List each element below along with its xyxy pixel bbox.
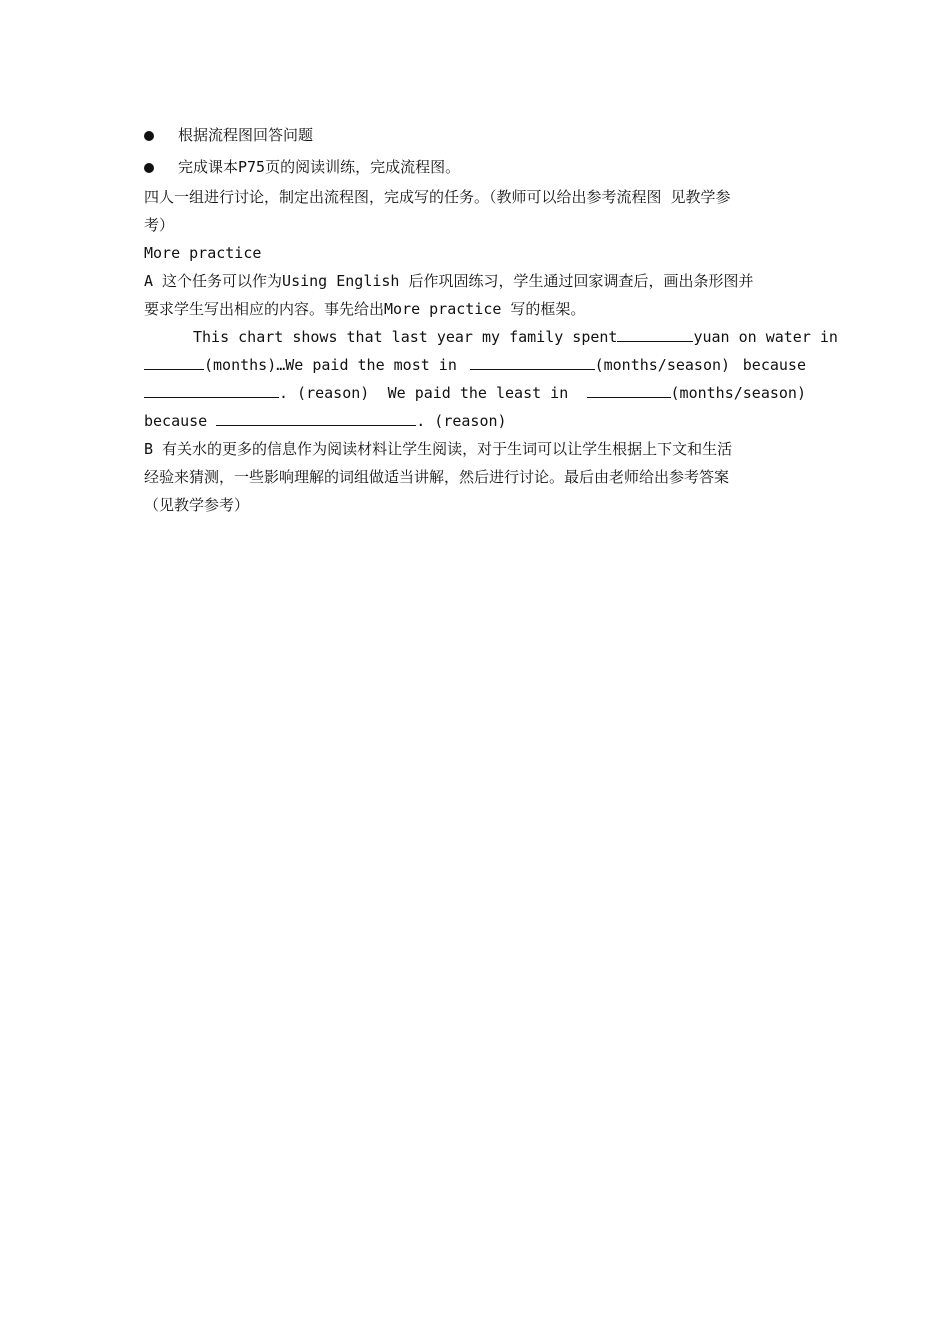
template-text: (months/season)	[594, 356, 731, 374]
paragraph-line: （见教学参考）	[144, 496, 250, 514]
template-text: (months/season)	[670, 384, 806, 402]
template-text: because	[144, 412, 208, 430]
bullet-item	[144, 151, 806, 183]
fill-blank	[587, 382, 671, 398]
bullet-icon	[144, 151, 158, 183]
template-text: This chart shows that last year my family spent	[193, 328, 618, 346]
template-text: . (reason)	[416, 412, 507, 430]
template-line-2	[144, 351, 806, 379]
paragraph-line: 要求学生写出相应的内容。事先给出More practice 写的框架。	[144, 300, 586, 318]
template-text: yuan on water in	[693, 328, 838, 346]
fill-blank	[216, 410, 416, 426]
fill-blank	[617, 326, 693, 342]
template-text: (months)…We paid the most in	[204, 356, 457, 374]
bullet-icon	[144, 119, 158, 151]
paragraph-line: 四人一组进行讨论，制定出流程图，完成写的任务。（教师可以给出参考流程图 见教学参	[144, 188, 731, 206]
template-line-4	[144, 407, 806, 435]
bullet-text: 完成课本P75页的阅读训练，完成流程图。	[178, 158, 461, 176]
document-body	[144, 119, 838, 519]
bullet-text: 根据流程图回答问题	[178, 126, 314, 144]
fill-blank	[144, 382, 279, 398]
template-text: We paid the least in	[387, 384, 569, 402]
fill-blank	[144, 354, 204, 370]
section-heading: More practice	[144, 244, 262, 262]
template-text: because	[742, 356, 806, 374]
paragraph-line: 考）	[144, 216, 175, 234]
bullet-item	[144, 119, 806, 151]
paragraph-line: 经验来猜测，一些影响理解的词组做适当讲解，然后进行讨论。最后由老师给出参考答案	[144, 468, 730, 486]
template-line-3	[144, 379, 806, 407]
paragraph-line: B 有关水的更多的信息作为阅读材料让学生阅读，对于生词可以让学生根据上下文和生活	[144, 440, 733, 458]
fill-blank	[470, 354, 595, 370]
template-text: . (reason)	[279, 384, 370, 402]
template-line-1	[144, 323, 838, 351]
paragraph-line: A 这个任务可以作为Using English 后作巩固练习，学生通过回家调查后，画出条形图并	[144, 272, 754, 290]
